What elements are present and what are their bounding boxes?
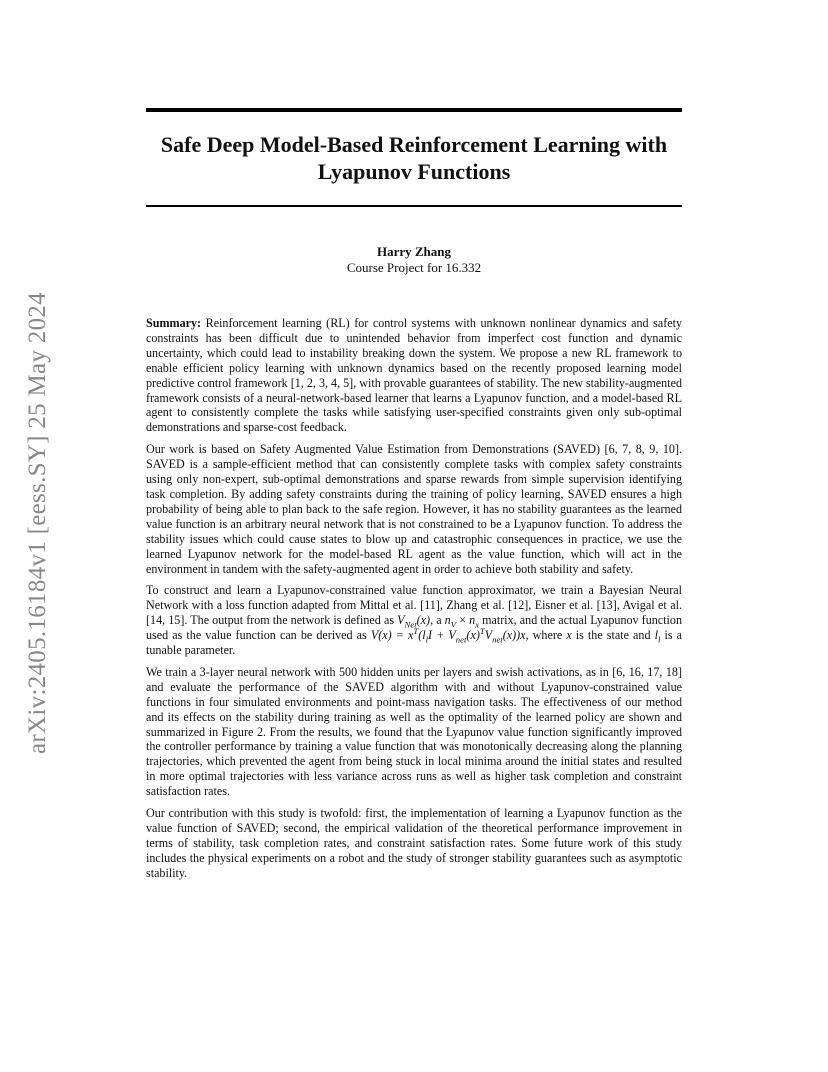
paragraph-summary <box>146 316 682 435</box>
math-l-parameter: $l_l$ <box>654 628 661 645</box>
paragraph-saved: Our work is based on Safety Augmented Value Estimation from Demonstrations (SAVED) [6, 7, 8, 9, 10]. SAVED is a sample-efficient method that can consistently complete tasks with complex safety constraints using only non-expert, sub-optimal demonstrations and sparse rewards from simple supervision identifying task completion. By adding safety constraints during the training of policy learning, SAVED ensures a high probability of being able to plan back to the safe region. However, it has no stability guarantees as the learned value function is an arbitrary neural network that is not constrained to be a Lyapunov function. To address the stability issues which could cause states to blow up and catastrophic consequences in practice, we use the learned Lyapunov network for the model-based RL agent as the value function, which will act in the environment in tandem with the safety-augmented agent in order to achieve both stability and safety. <box>146 442 682 576</box>
title-top-rule <box>146 108 682 112</box>
text-segment: is a tunable parameter. <box>146 628 682 658</box>
paper-title: Safe Deep Model-Based Reinforcement Learning with Lyapunov Functions <box>160 132 668 184</box>
paragraph-experiments: We train a 3-layer neural network with 500 hidden units per layers and swish activations, as in [6, 16, 17, 18] and evaluate the performance of the SAVED algorithm with and without Lyapunov-constrained value functions in four simulated environments and point-mass navigation tasks. The effectiveness of our method and its effects on the stability during training as well as the optimality of the learned policy are shown and summarized in Figure 2. From the results, we found that the Lyapunov value function significantly improved the controller performance by training a value function that was monotonically decreasing along the planning trajectories, which prevented the agent from being stuck in local minima around the initial states and resulted in more optimal trajectories with less variance across runs as well as higher task completion and constraint satisfaction rates. <box>146 664 682 799</box>
text-segment: , where <box>525 628 567 643</box>
author-block <box>146 244 682 276</box>
math-lyapunov-equation: $V(x) = x^T(l_lI + V_{net}(x)^TV_{net}(x))x$ <box>370 626 526 645</box>
arxiv-identifier: arXiv:2405.16184v1 [eess.SY] 25 May 2024 <box>24 291 51 754</box>
text-segment: To construct and learn a Lyapunov-constrained value function approximator, we train a Bayesian Neural Network with a loss function adapted from Mittal et al. [11], Zhang et al. [12], Eisner et al. [13], Avigal et al. [14, 15]. The output from the network is defined as <box>146 583 682 628</box>
author-name: Harry Zhang <box>376 244 452 259</box>
arxiv-side-stamp <box>18 270 58 775</box>
title-bottom-rule <box>146 205 682 207</box>
summary-label: Summary: <box>146 316 202 330</box>
math-matrix-dims: $n_V \times n_x$ <box>444 613 479 630</box>
math-x-variable: x <box>566 628 572 643</box>
paragraph-lyapunov-construction <box>146 583 682 658</box>
text-segment: , a <box>430 613 445 628</box>
math-vnet: $V_{Net}(x)$ <box>397 613 431 630</box>
paragraph-contribution: Our contribution with this study is twofold: first, the implementation of learning a Lyapunov function as the value function of SAVED; second, the empirical validation of the theoretical performance improvement in terms of stability, task completion rates, and constraint satisfaction rates. Some future work of this study includes the physical experiments on a robot and the study of stronger stability guarantees such as asymptotic stability. <box>146 806 682 880</box>
author-affiliation: Course Project for 16.332 <box>346 260 482 275</box>
text-segment: matrix, and the actual Lyapunov function used as the value function can be derived as <box>146 613 682 643</box>
summary-text: Reinforcement learning (RL) for control systems with unknown nonlinear dynamics and safety constraints has been difficult due to unintended behavior from imperfect cost function and dynamic uncertainty, which could lead to instability breaking down the system. We propose a new RL framework to enable efficient policy learning with unknown dynamics based on the recently proposed learning model predictive control framework [1, 2, 3, 4, 5], with provable guarantees of stability. The new stability-augmented framework consists of a neural-network-based learner that learns a Lyapunov function, and a model-based RL agent to consistently complete the tasks while satisfying user-specified constraints given only sub-optimal demonstrations and sparse-cost feedback. <box>146 316 682 435</box>
paper-body <box>146 316 682 888</box>
text-segment: is the state and <box>571 628 655 643</box>
